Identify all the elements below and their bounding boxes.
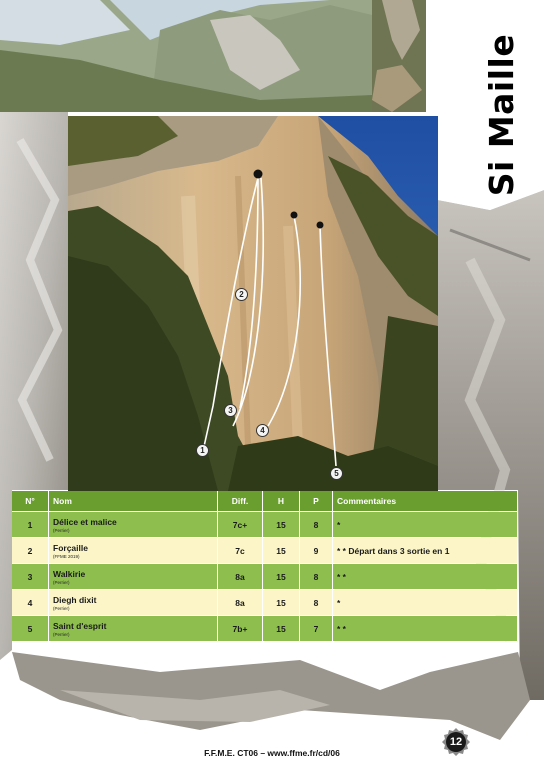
route-bolts: 8 xyxy=(300,590,333,615)
route-name: Délice et malice xyxy=(53,516,117,527)
route-name-cell xyxy=(49,590,218,615)
route-name: Diegh dixit xyxy=(53,594,97,605)
route-bolts: 7 xyxy=(300,616,333,641)
header-bolts: P xyxy=(300,491,333,511)
route-bolts: 8 xyxy=(300,512,333,537)
route-comment: * * Départ dans 3 sortie en 1 xyxy=(333,538,518,563)
route-height: 15 xyxy=(263,616,300,641)
route-author: (Perrier) xyxy=(53,605,70,611)
route-name-cell xyxy=(49,538,218,563)
route-height: 15 xyxy=(263,564,300,589)
route-number: 5 xyxy=(12,616,49,641)
route-difficulty: 8a xyxy=(218,590,263,615)
route-author: (Perrier) xyxy=(53,527,70,533)
routes-table xyxy=(12,490,518,642)
route-marker-1: 1 xyxy=(196,444,209,457)
header-height: H xyxy=(263,491,300,511)
route-name: Forçaille xyxy=(53,542,88,553)
route-name-cell xyxy=(49,616,218,641)
route-author: (FFME 2019) xyxy=(53,553,80,559)
route-number: 2 xyxy=(12,538,49,563)
route-marker-3: 3 xyxy=(224,404,237,417)
route-marker-4: 4 xyxy=(256,424,269,437)
route-comment: * xyxy=(333,512,518,537)
route-comment: * * xyxy=(333,564,518,589)
route-name-cell xyxy=(49,564,218,589)
top-rock-photo xyxy=(372,0,426,112)
route-author: (Perrier) xyxy=(53,631,70,637)
route-marker-5: 5 xyxy=(330,467,343,480)
route-difficulty: 8a xyxy=(218,564,263,589)
route-number: 3 xyxy=(12,564,49,589)
route-number: 1 xyxy=(12,512,49,537)
route-difficulty: 7b+ xyxy=(218,616,263,641)
route-bolts: 9 xyxy=(300,538,333,563)
table-row xyxy=(12,512,518,537)
cliff-photo xyxy=(68,116,438,491)
route-height: 15 xyxy=(263,512,300,537)
route-comment: * xyxy=(333,590,518,615)
route-height: 15 xyxy=(263,590,300,615)
route-difficulty: 7c+ xyxy=(218,512,263,537)
table-row xyxy=(12,538,518,563)
footer-credit: F.F.M.E. CT06 – www.ffme.fr/cd/06 xyxy=(204,748,340,758)
route-difficulty: 7c xyxy=(218,538,263,563)
table-row xyxy=(12,616,518,641)
title-container xyxy=(466,30,536,200)
header-number: N° xyxy=(12,491,49,511)
top-landscape-photo xyxy=(0,0,372,112)
route-bolts: 8 xyxy=(300,564,333,589)
route-author: (Perrier) xyxy=(53,579,70,585)
route-name-cell xyxy=(49,512,218,537)
route-height: 15 xyxy=(263,538,300,563)
route-marker-2: 2 xyxy=(235,288,248,301)
header-name: Nom xyxy=(49,491,218,511)
header-difficulty: Diff. xyxy=(218,491,263,511)
header-comments: Commentaires xyxy=(333,491,518,511)
table-row xyxy=(12,564,518,589)
page-number: 12 xyxy=(449,736,463,748)
table-row xyxy=(12,590,518,615)
route-comment: * * xyxy=(333,616,518,641)
route-number: 4 xyxy=(12,590,49,615)
route-name: Saint d'esprit xyxy=(53,620,107,631)
page-title: Si Maille xyxy=(481,33,521,197)
route-name: Walkirie xyxy=(53,568,86,579)
table-header-row xyxy=(12,491,518,511)
